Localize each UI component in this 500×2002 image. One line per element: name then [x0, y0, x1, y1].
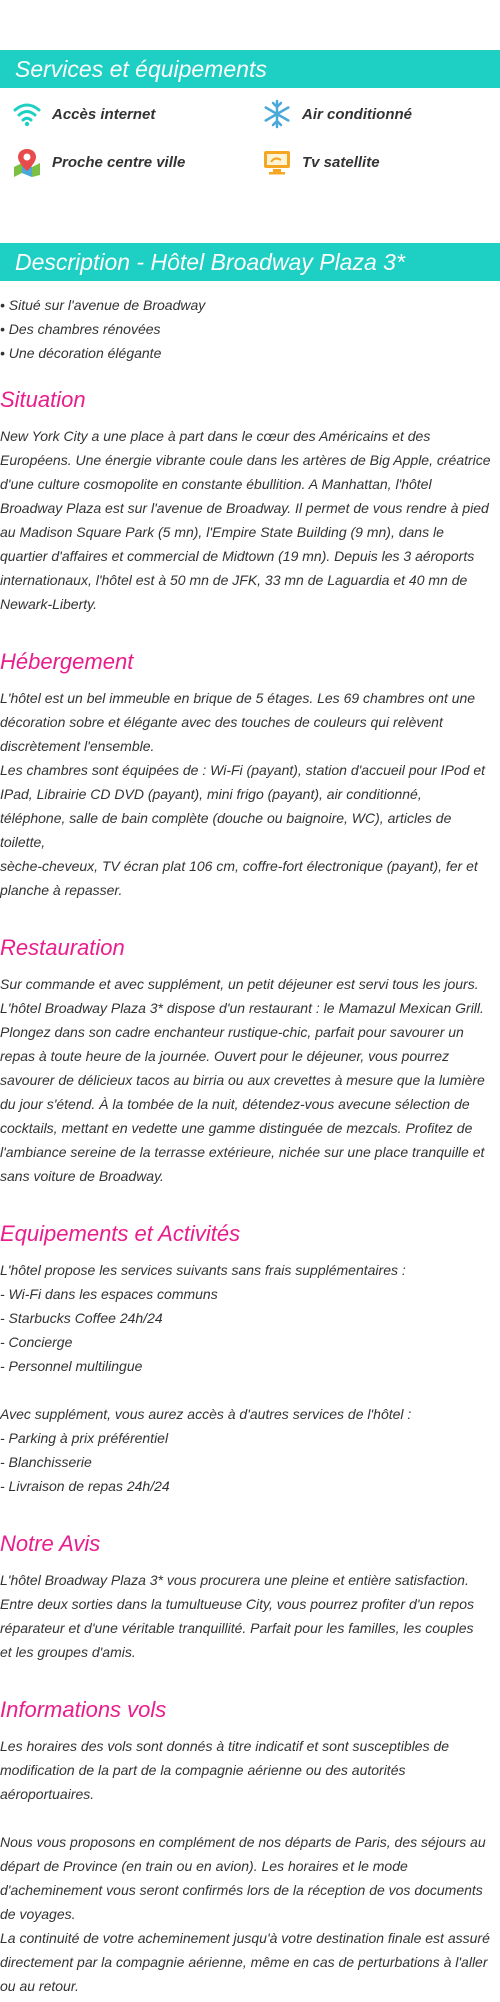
text-line: repas à toute heure de la journée. Ouvert pour le déjeuner, vous pourrez — [0, 1048, 450, 1064]
text-line: L'hôtel Broadway Plaza 3* vous procurera une pleine et entière satisfaction. — [0, 1572, 469, 1588]
text-line: téléphone, salle de bain complète (douche ou baignoire, WC), articles de toilette, — [0, 810, 452, 850]
text-line: Avec supplément, vous aurez accès à d'autres services de l'hôtel : — [0, 1406, 412, 1422]
avis-heading: Notre Avis — [0, 1531, 101, 1556]
map-pin-icon — [12, 147, 42, 177]
vols-text — [0, 1734, 500, 1998]
text-line: et les groupes d'amis. — [0, 1644, 136, 1660]
description-bullets — [0, 293, 500, 365]
text-line: cocktails, mettant en vedette une gamme distinguée de mezcals. Profitez de — [0, 1120, 473, 1136]
text-line: Entre deux sorties dans la tumultueuse City, vous pourrez profiter d'un repos — [0, 1596, 474, 1612]
text-line: au Madison Square Park (5 mn), l'Empire State Building (9 mn), dans le — [0, 524, 444, 540]
text-line: planche à repasser. — [0, 882, 123, 898]
services-header: Services et équipements — [0, 50, 500, 88]
list-item: • Des chambres rénovées — [0, 321, 161, 337]
restauration-heading: Restauration — [0, 935, 125, 960]
equipements-heading: Equipements et Activités — [0, 1221, 241, 1246]
text-line: L'hôtel est un bel immeuble en brique de 5 étages. Les 69 chambres ont une — [0, 690, 476, 706]
situation-text — [0, 424, 500, 616]
service-label: Proche centre ville — [52, 153, 186, 171]
text-line: IPad, Librairie CD DVD (payant), mini frigo (payant), air conditionné, — [0, 786, 422, 802]
text-line: New York City a une place à part dans le cœur des Américains et des — [0, 428, 431, 444]
text-line: - Blanchisserie — [0, 1454, 92, 1470]
text-line: L'hôtel Broadway Plaza 3* dispose d'un restaurant : le Mamazul Mexican Grill. — [0, 1000, 484, 1016]
text-line: sèche-cheveux, TV écran plat 106 cm, coffre-fort électronique (payant), fer et — [0, 858, 478, 874]
text-line: du jour s'étend. À la tombée de la nuit, détendez-vous avecune sélection de — [0, 1096, 470, 1112]
text-line: - Starbucks Coffee 24h/24 — [0, 1310, 163, 1326]
text-line: sans voiture de Broadway. — [0, 1168, 164, 1184]
text-line: Nous vous proposons en complément de nos départs de Paris, des séjours au — [0, 1834, 486, 1850]
tv-icon — [262, 147, 292, 177]
text-line: de voyages. — [0, 1906, 76, 1922]
service-aircon — [250, 90, 500, 138]
service-internet — [0, 90, 250, 138]
text-line: - Livraison de repas 24h/24 — [0, 1478, 170, 1494]
situation-heading: Situation — [0, 387, 86, 412]
text-line: aéroportuaires. — [0, 1786, 95, 1802]
text-line: - Concierge — [0, 1334, 73, 1350]
text-line: d'acheminement vous seront confirmés lors de la réception de vos documents — [0, 1882, 483, 1898]
text-line: Plongez dans son cadre enchanteur rustique-chic, parfait pour savourer un — [0, 1024, 464, 1040]
text-line: Les horaires des vols sont donnés à titre indicatif et sont susceptibles de — [0, 1738, 450, 1754]
list-item: • Une décoration élégante — [0, 345, 162, 361]
text-line — [0, 1806, 500, 1830]
text-line: quartier d'affaires et commercial de Midtown (19 mn). Depuis les 3 aéroports — [0, 548, 475, 564]
text-line: - Personnel multilingue — [0, 1358, 143, 1374]
text-line: savourer de délicieux tacos au birria ou aux crevettes à mesure que la lumière — [0, 1072, 485, 1088]
text-line: d'une culture cosmopolite en constante ébullition. A Manhattan, l'hôtel — [0, 476, 432, 492]
text-line — [0, 1378, 500, 1402]
hebergement-heading: Hébergement — [0, 649, 134, 674]
text-line: Européens. Une énergie vibrante coule dans les artères de Big Apple, créatrice — [0, 452, 491, 468]
text-line: réparateur et d'une véritable tranquillité. Parfait pour les familles, les couples — [0, 1620, 474, 1636]
text-line: - Wi-Fi dans les espaces communs — [0, 1286, 218, 1302]
restauration-text — [0, 972, 500, 1188]
text-line: discrètement l'ensemble. — [0, 738, 155, 754]
description-header: Description - Hôtel Broadway Plaza 3* — [0, 243, 500, 281]
text-line: départ de Province (en train ou en avion). Les horaires et le mode — [0, 1858, 408, 1874]
wifi-icon — [12, 99, 42, 129]
avis-text — [0, 1568, 500, 1664]
services-grid — [0, 90, 500, 186]
service-label: Tv satellite — [302, 153, 380, 171]
text-line: décoration sobre et élégante avec des touches de couleurs qui relèvent — [0, 714, 443, 730]
text-line: Broadway Plaza est sur l'avenue de Broadway. Il permet de vous rendre à pied — [0, 500, 489, 516]
text-line: ou au retour. — [0, 1978, 79, 1994]
text-line: l'ambiance sereine de la terrasse extérieure, nichée sur une place tranquille et — [0, 1144, 485, 1160]
text-line: Sur commande et avec supplément, un petit déjeuner est servi tous les jours. — [0, 976, 479, 992]
vols-heading: Informations vols — [0, 1697, 167, 1722]
text-line: L'hôtel propose les services suivants sans frais supplémentaires : — [0, 1262, 406, 1278]
service-tv — [250, 138, 500, 186]
text-line: Newark-Liberty. — [0, 596, 97, 612]
text-line: La continuité de votre acheminement jusqu'à votre destination finale est assuré — [0, 1930, 490, 1946]
text-line: directement par la compagnie aérienne, même en cas de perturbations à l'aller — [0, 1954, 488, 1970]
text-line: modification de la part de la compagnie aérienne ou des autorités — [0, 1762, 406, 1778]
list-item: • Situé sur l'avenue de Broadway — [0, 297, 206, 313]
text-line: Les chambres sont équipées de : Wi-Fi (payant), station d'accueil pour IPod et — [0, 762, 486, 778]
hebergement-text — [0, 686, 500, 902]
service-label: Air conditionné — [302, 105, 412, 123]
service-centre-ville — [0, 138, 250, 186]
service-label: Accès internet — [52, 105, 156, 123]
snowflake-icon — [262, 99, 292, 129]
text-line: - Parking à prix préférentiel — [0, 1430, 169, 1446]
text-line: internationaux, l'hôtel est à 50 mn de JFK, 33 mn de Laguardia et 40 mn de — [0, 572, 468, 588]
equipements-text — [0, 1258, 500, 1498]
